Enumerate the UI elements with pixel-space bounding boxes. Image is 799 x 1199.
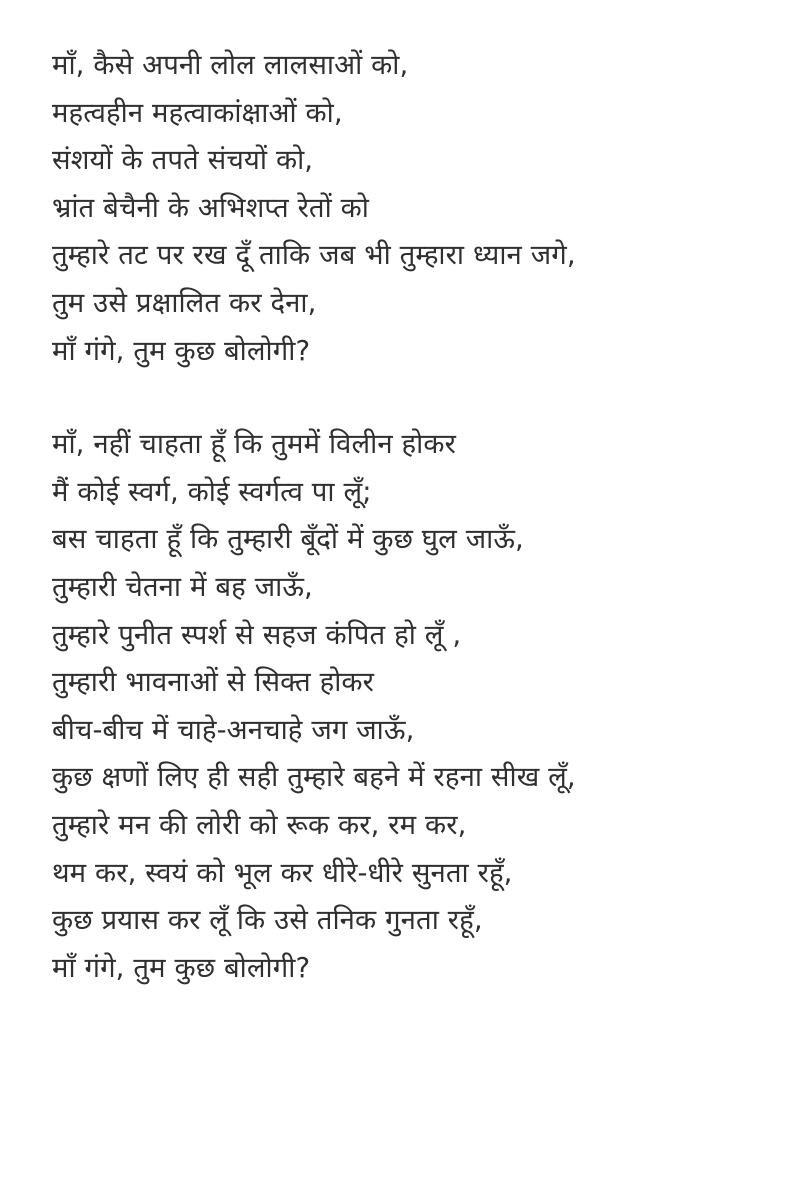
poem-line: माँ गंगे, तुम कुछ बोलोगी? (52, 334, 311, 367)
poem-line: कुछ क्षणों लिए ही सही तुम्हारे बहने में रहना सीख लूँ, (52, 761, 576, 794)
poem-line: तुम उसे प्रक्षालित कर देना, (52, 286, 317, 319)
poem-line: बस चाहता हूँ कि तुम्हारी बूँदों में कुछ घुल जाऊँ, (52, 523, 524, 556)
poem-line: तुम्हारी चेतना में बह जाऊँ, (52, 570, 313, 603)
poem-line: तुम्हारी भावनाओं से सिक्त होकर (52, 666, 374, 699)
poem-line: माँ, नहीं चाहता हूँ कि तुममें विलीन होकर (52, 428, 456, 461)
stanza-1 (52, 42, 792, 375)
poem-line: तुम्हारे तट पर रख दूँ ताकि जब भी तुम्हारा ध्यान जगे, (52, 239, 576, 272)
poem (52, 42, 792, 992)
poem-line: तुम्हारे पुनीत स्पर्श से सहज कंपित हो लूँ , (52, 618, 462, 651)
poem-line: तुम्हारे मन की लोरी को रूक कर, रम कर, (52, 808, 467, 841)
poem-line: थम कर, स्वयं को भूल कर धीरे-धीरे सुनता रहूँ, (52, 856, 513, 889)
poem-line: भ्रांत बेचैनी के अभिशप्त रेतों को (52, 191, 370, 224)
poem-line: बीच-बीच में चाहे-अनचाहे जग जाऊँ, (52, 713, 415, 746)
poem-line: कुछ प्रयास कर लूँ कि उसे तनिक गुनता रहूँ, (52, 904, 483, 937)
poem-line: माँ, कैसे अपनी लोल लालसाओं को, (52, 49, 409, 81)
poem-line: माँ गंगे, तुम कुछ बोलोगी? (52, 951, 311, 984)
poem-line: संशयों के तपते संचयों को, (52, 144, 314, 177)
stanza-2 (52, 421, 792, 992)
poem-line: मैं कोई स्वर्ग, कोई स्वर्गत्व पा लूँ; (52, 475, 372, 508)
poem-line: महत्वहीन महत्वाकांक्षाओं को, (52, 96, 343, 129)
